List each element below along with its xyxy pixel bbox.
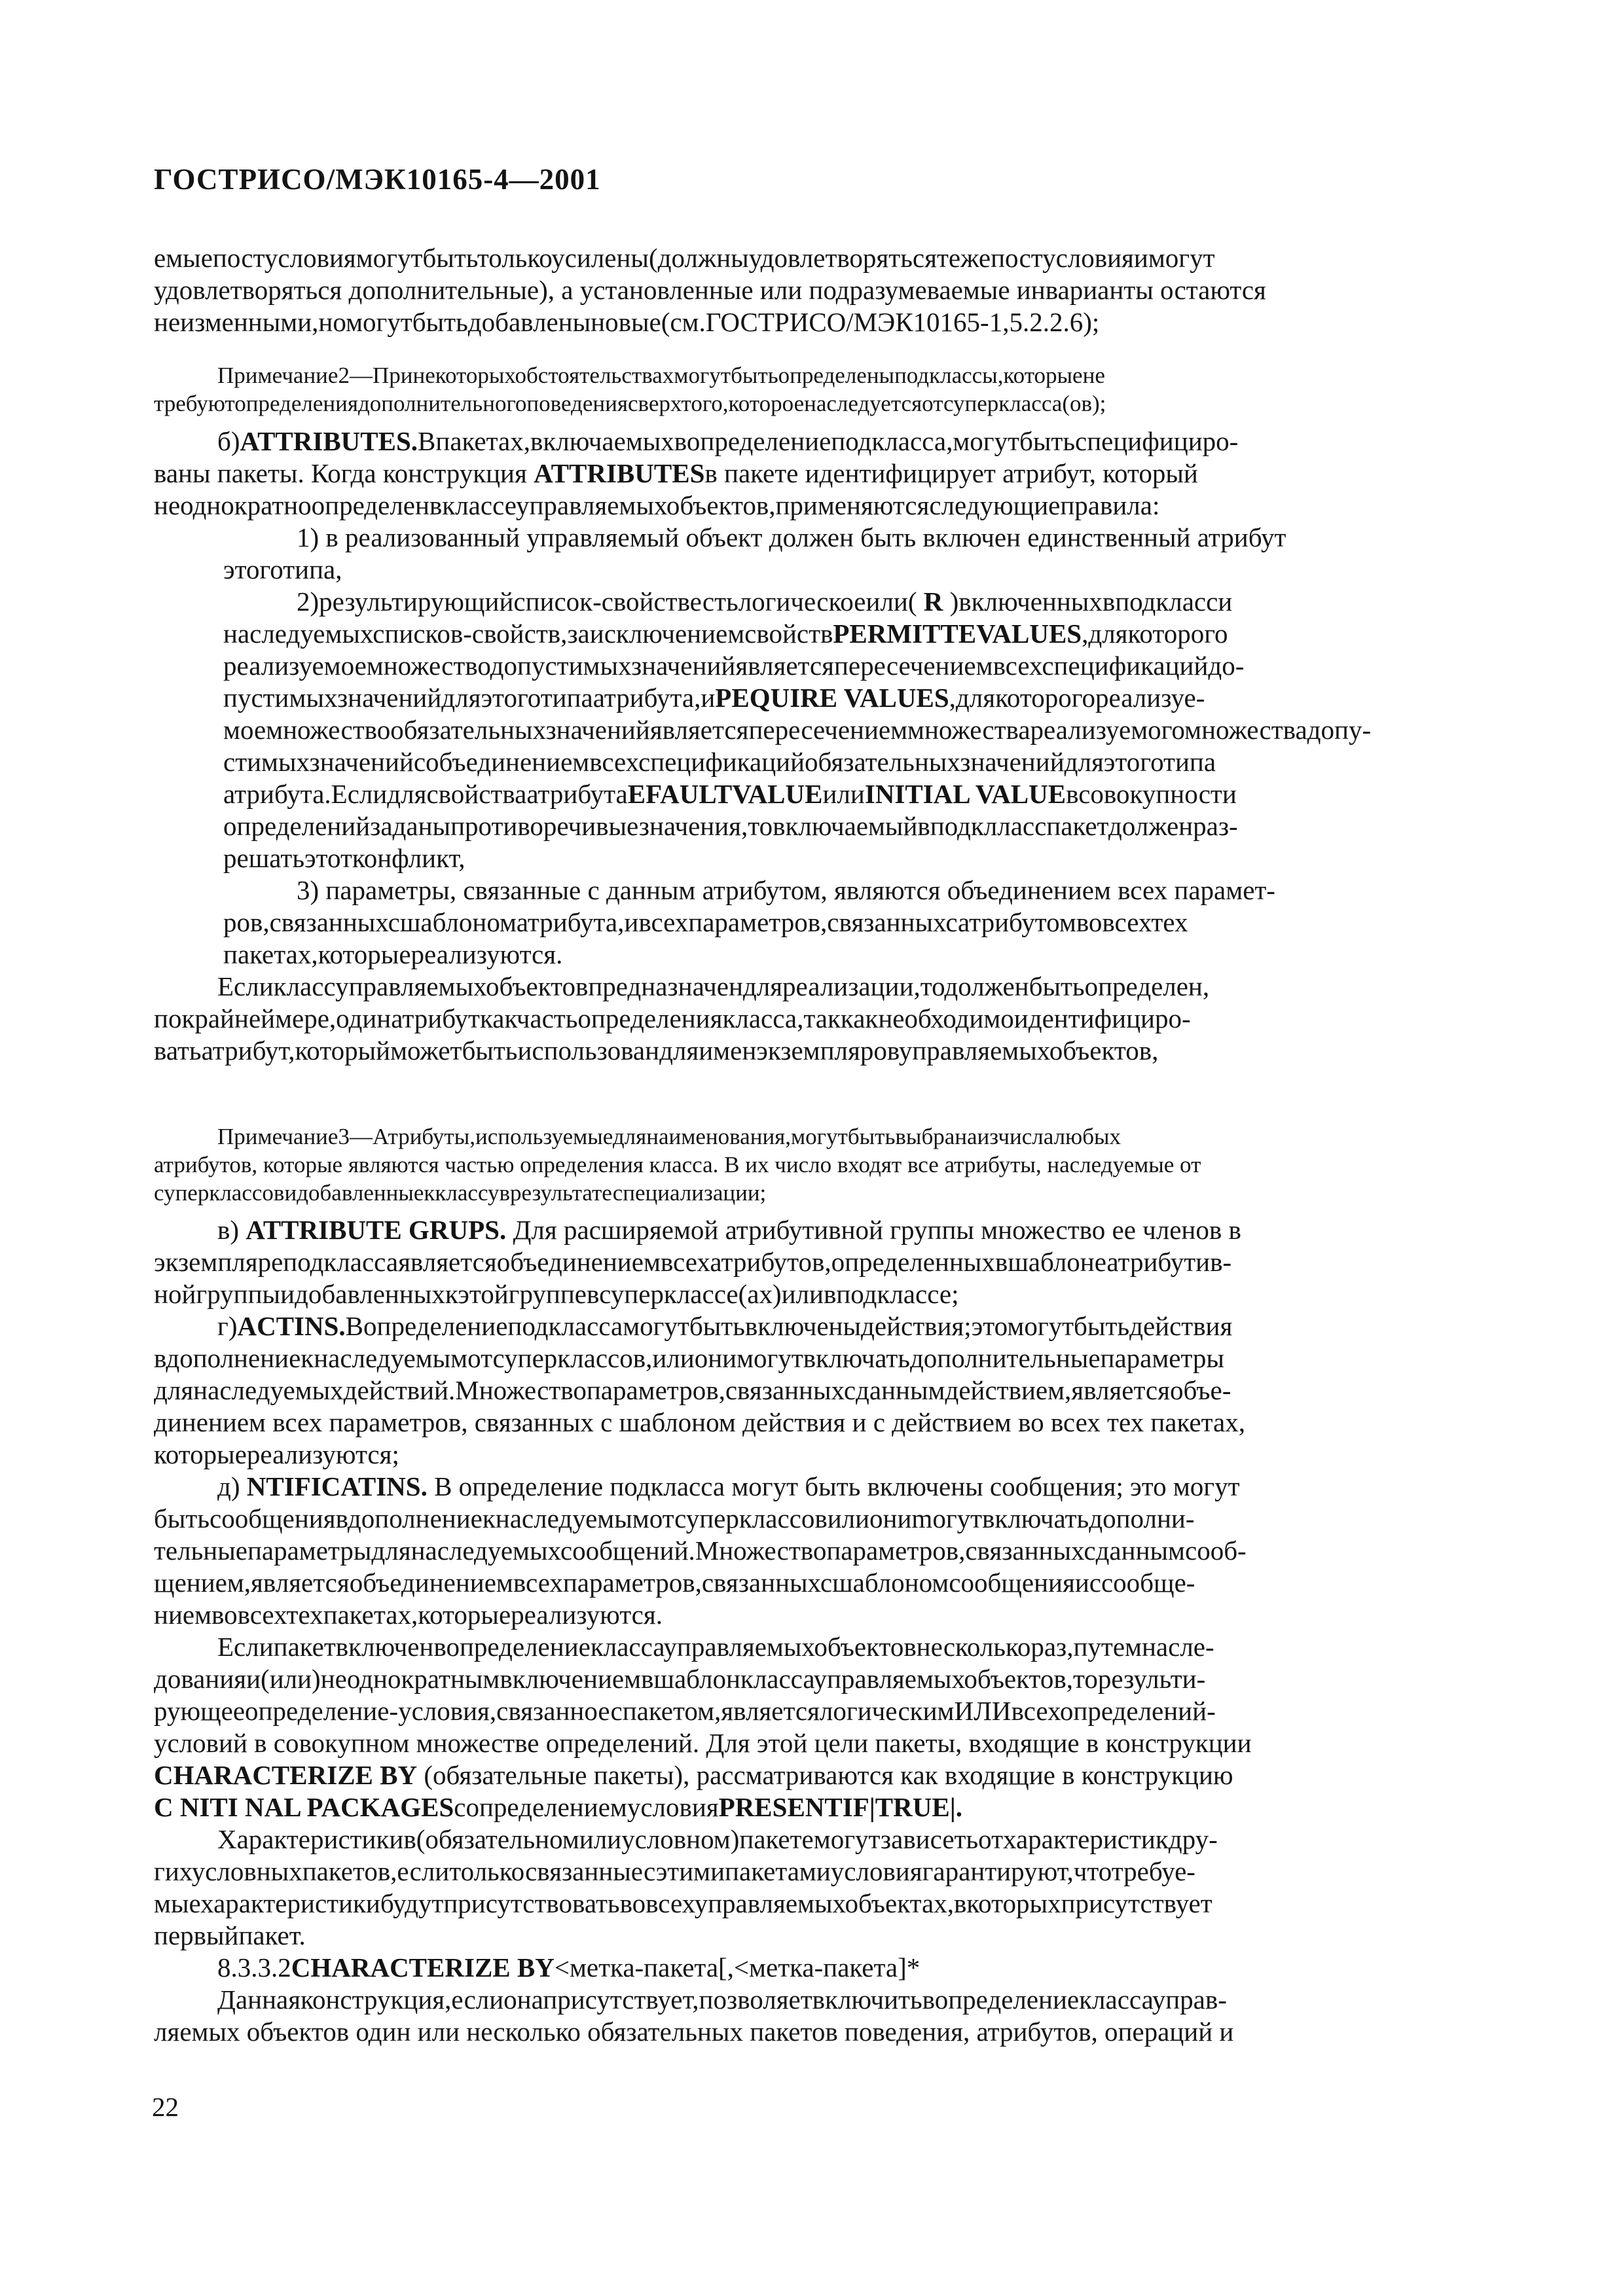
text-line — [154, 1856, 1470, 1888]
body-text: реализуемоемножестводопустимыхзначенийявляетсяпересечениемвсехспецификацийдо- — [223, 651, 1245, 681]
body-text: ваны пакеты. Когда конструкция — [154, 458, 534, 488]
body-text: наследуемыхсписков-свойств,заисключениемсвойств — [223, 619, 833, 649]
text-line — [154, 650, 1470, 682]
body-text: которыереализуются; — [154, 1439, 399, 1469]
body-text: Даннаяконструкция,еслионаприсутствует,позволяетвключитьвопределениеклассауправ- — [217, 1984, 1227, 2015]
body-text: требуютопределениядополнительногоповедениясверхтого,котороенаследуетсяотсуперкласса(ов); — [154, 391, 1106, 416]
text-line — [154, 1407, 1470, 1439]
paragraph-block-attributes — [154, 425, 1470, 1067]
text-line — [154, 1310, 1470, 1342]
body-text: или — [822, 779, 865, 809]
body-text: покрайнеймере,одинатрибуткакчастьопределениякласса,таккакнеобходимоидентифициро- — [154, 1003, 1191, 1033]
text-line — [154, 1503, 1470, 1535]
body-text: неоднократноопределенвклассеуправляемыхобъектов,применяютсяследующиеправила: — [154, 490, 1160, 520]
text-line — [154, 1214, 1470, 1246]
body-text: щением,являетсяобъединениемвсехпараметров,связанныхсшаблономсообщенияиссообще- — [154, 1568, 1195, 1598]
keyword-text: PRESENTIF|TRUE|. — [718, 1792, 962, 1822]
text-line — [154, 939, 1470, 971]
body-text: в пакете идентифицирует атрибут, который — [704, 458, 1198, 488]
body-text: мыехарактеристикибудутприсутствоватьвовсехуправляемыхобъектах,вкоторыхприсутствует — [154, 1888, 1213, 1918]
text-line — [154, 1631, 1470, 1663]
paragraph-block-groups-actions — [154, 1214, 1470, 2048]
body-text: В определение подкласса могут быть включены сообщения; это могут — [427, 1471, 1240, 1501]
body-text: всовокупности — [1066, 779, 1237, 809]
text-line — [154, 1471, 1470, 1503]
keyword-text: CHARACTERIZE BY — [291, 1952, 555, 1982]
text-line — [154, 874, 1470, 906]
keyword-text: PERMITTEVALUES — [833, 619, 1082, 649]
text-line — [154, 1246, 1470, 1278]
body-text: ,длякоторогореализуе- — [949, 683, 1205, 713]
body-text: вдополнениекнаследуемымотсуперклассов,илионимогутвключатьдополнительныепараметры — [154, 1343, 1224, 1373]
text-line — [154, 1759, 1470, 1791]
body-text: неизменными,номогутбытьдобавленыновые(см.ГОСТРИСО/МЭК10165-1,5.2.2.6); — [154, 307, 1100, 337]
body-text: сопределениемусловия — [454, 1792, 719, 1822]
text-line — [154, 1791, 1470, 1823]
body-text: )включенныхвподкласси — [949, 586, 1233, 617]
text-line — [154, 842, 1470, 874]
text-line — [154, 242, 1470, 274]
text-line — [154, 306, 1470, 338]
body-text: длянаследуемыхдействий.Множествопараметров,связанныхсданнымдействием,являетсяобъе- — [154, 1375, 1231, 1405]
body-text: экземплярeподклассаявляетсяобъединениемвсехатрибутов,определенныхвшаблонеатрибутив- — [154, 1247, 1232, 1277]
body-text: бытьсообщениявдополнениекнаследуемымотсуперклассовилиониmогутвключатьдополни- — [154, 1503, 1195, 1534]
text-line — [154, 361, 1470, 389]
body-text: динением всех параметров, связанных с шаблоном действия и с действием во всех тех пакетах, — [154, 1407, 1245, 1437]
text-line — [154, 425, 1470, 457]
body-text: этоготипа, — [223, 554, 342, 584]
body-text: пакетах,которыереализуются. — [223, 939, 563, 969]
text-line — [154, 274, 1470, 306]
body-text: в) — [217, 1215, 246, 1245]
text-line — [154, 1888, 1470, 1920]
text-line — [154, 1823, 1470, 1856]
keyword-text: C NITI NAL PACKAGES — [154, 1792, 454, 1822]
text-line — [154, 1035, 1470, 1067]
body-text: Есликлассуправляемыхобъектовпредназначендляреализации,тодолженбытьопределен, — [217, 971, 1210, 1001]
body-text: Для расширяемой атрибутивной группы множество ее членов в — [506, 1215, 1241, 1245]
body-text: Вопределениеподклассамогутбытьвключеныдействия;этомогутбытьдействия — [345, 1311, 1233, 1341]
body-text: удовлетворяться дополнительные), а установленные или подразумеваемые инварианты остаются — [154, 275, 1266, 305]
body-text: б) — [217, 426, 240, 456]
text-line — [154, 1984, 1470, 2016]
keyword-text: ATTRIBUTE GRUPS. — [246, 1215, 507, 1245]
body-text: д) — [217, 1471, 247, 1501]
text-line — [154, 1342, 1470, 1374]
text-line — [154, 1663, 1470, 1695]
body-text: дованияи(или)неоднократнымвключениемвшаблонклассауправляемыхобъектов,торезульти- — [154, 1664, 1206, 1694]
keyword-text: R — [917, 586, 950, 617]
body-text: тельныепараметрыдлянаследуемыхсообщений.Множествопараметров,связанныхсданнымсооб- — [154, 1535, 1247, 1566]
body-text: 1) в реализованный управляемый объект должен быть включен единственный атрибут — [297, 522, 1286, 552]
body-text: пустимыхзначенийдляэтоготипаатрибута,и — [223, 683, 716, 713]
body-text: ляемых объектов один или несколько обязательных пакетов поведения, атрибутов, операций и — [154, 2017, 1234, 2047]
text-line — [154, 746, 1470, 778]
body-text: 2)результирующийсписок-свойствестьлогическоеили( — [297, 586, 917, 617]
body-text: Характеристикив(обязательномилиусловном)пакетемогутзависетьотхарактеристикдру- — [217, 1824, 1218, 1854]
keyword-text: PEQUIRE VALUES — [715, 683, 949, 713]
body-text: гихусловныхпакетов,еслитолькосвязанныесэтимипакетамиусловиягарантируют,чтотребуе- — [154, 1856, 1195, 1886]
keyword-text: NTIFICATINS. — [246, 1471, 428, 1501]
text-line — [154, 1374, 1470, 1407]
body-text: определенийзаданыпротиворечивыезначения,товключаемыйвподклласспакетдолженраз- — [223, 811, 1238, 841]
body-text: (обязательные пакеты), рассматриваются как входящие в конструкцию — [417, 1760, 1233, 1790]
text-line — [154, 2016, 1470, 2048]
text-line — [154, 1003, 1470, 1035]
text-line — [154, 1695, 1470, 1727]
body-text: ,длякоторого — [1082, 619, 1228, 649]
body-text: г) — [217, 1311, 238, 1341]
body-text: ниемвовсехтехпакетах,которыереализуются. — [154, 1600, 663, 1630]
body-text: Еслипакетвключенвопределениеклассауправляемыхобъектовнесколькораз,путемнасле- — [217, 1632, 1214, 1662]
body-text: моемножествообязательныхзначенийявляетсяпересечениеммножествареализуемогомножествадопу- — [223, 715, 1372, 745]
text-line — [154, 1151, 1470, 1179]
body-text: Примечание3—Атрибуты,используемыедлянаименования,могутбытьвыбранаизчислалюбых — [217, 1124, 1122, 1149]
paragraph-block-1 — [154, 242, 1470, 338]
text-line — [154, 490, 1470, 522]
keyword-text: ATTRIBUTES. — [240, 426, 418, 456]
page-number: 22 — [152, 2092, 179, 2122]
text-line — [154, 389, 1470, 418]
text-line — [154, 1567, 1470, 1599]
body-text: атрибутов, которые являются частью определения класса. В их число входят все атрибуты, наследуемые от — [154, 1152, 1201, 1177]
text-line — [154, 554, 1470, 586]
keyword-text: ACTINS. — [237, 1311, 346, 1341]
text-line — [154, 457, 1470, 490]
text-line — [154, 1920, 1470, 1952]
body-text: нойгруппыидобавленныхкэтойгруппевсуперклассе(ах)иливподклассе; — [154, 1279, 959, 1309]
body-text: суперклассовидобавленныекклассуврезультатеспециализации; — [154, 1180, 767, 1206]
document-header: ГОСТРИСО/МЭК10165-4—2001 — [154, 163, 601, 196]
body-text: стимыхзначенийсобъединениемвсехспецификацийобязательныхзначенийдляэтоготипа — [223, 747, 1216, 777]
text-line — [154, 1952, 1470, 1984]
keyword-text: EFAULTVALUE — [627, 779, 823, 809]
body-text: атрибута.Еслидлясвойстваатрибута — [223, 779, 628, 809]
body-text: <метка-пакета[,<метка-пакета]* — [554, 1952, 921, 1982]
body-text: решатьэтотконфликт, — [223, 843, 465, 873]
text-line — [154, 1535, 1470, 1567]
text-line — [154, 586, 1470, 618]
body-text: 3) параметры, связанные с данным атрибутом, являются объединением всех парамет- — [297, 875, 1275, 905]
text-line — [154, 1179, 1470, 1207]
keyword-text: INITIAL VALUE — [864, 779, 1067, 809]
body-text: емыепостусловиямогутбытьтолькоусилены(должныудовлетворятьсятежепостусловияимогут — [154, 243, 1215, 273]
text-line — [154, 778, 1470, 810]
body-text: условий в совокупном множестве определений. Для этой цели пакеты, входящие в конструкции — [154, 1728, 1252, 1758]
keyword-text: CHARACTERIZE BY — [154, 1760, 418, 1790]
note-2 — [154, 361, 1470, 418]
text-line — [154, 906, 1470, 939]
body-text: ров,связанныхсшаблономатрибута,ивсехпараметров,связанныхсатрибутомвовсехтех — [223, 907, 1188, 937]
text-line — [154, 1122, 1470, 1151]
text-line — [154, 714, 1470, 746]
text-line — [154, 810, 1470, 842]
body-text: Примечание2—Принекоторыхобстоятельствахмогутбытьопределеныподклассы,которыене — [217, 363, 1105, 388]
text-line — [154, 971, 1470, 1003]
text-line — [154, 1727, 1470, 1759]
text-line — [154, 1439, 1470, 1471]
note-3 — [154, 1122, 1470, 1207]
body-text: первыйпакет. — [154, 1920, 306, 1950]
body-text: рующееопределение-условия,связанноеспакетом,являетсялогическимИЛИвсехопределений- — [154, 1696, 1216, 1726]
text-line — [154, 522, 1470, 554]
body-text: 8.3.3.2 — [217, 1952, 291, 1982]
text-line — [154, 682, 1470, 714]
keyword-text: ATTRIBUTES — [534, 458, 705, 488]
body-text: ватьатрибут,которыйможетбытьиспользовандляименэкземпляровуправляемыхобъектов, — [154, 1035, 1159, 1066]
text-line — [154, 1599, 1470, 1631]
text-line — [154, 618, 1470, 650]
text-line — [154, 1278, 1470, 1310]
body-text: Впакетах,включаемыхвопределениеподкласса,могутбытьспецифициро- — [418, 426, 1239, 456]
